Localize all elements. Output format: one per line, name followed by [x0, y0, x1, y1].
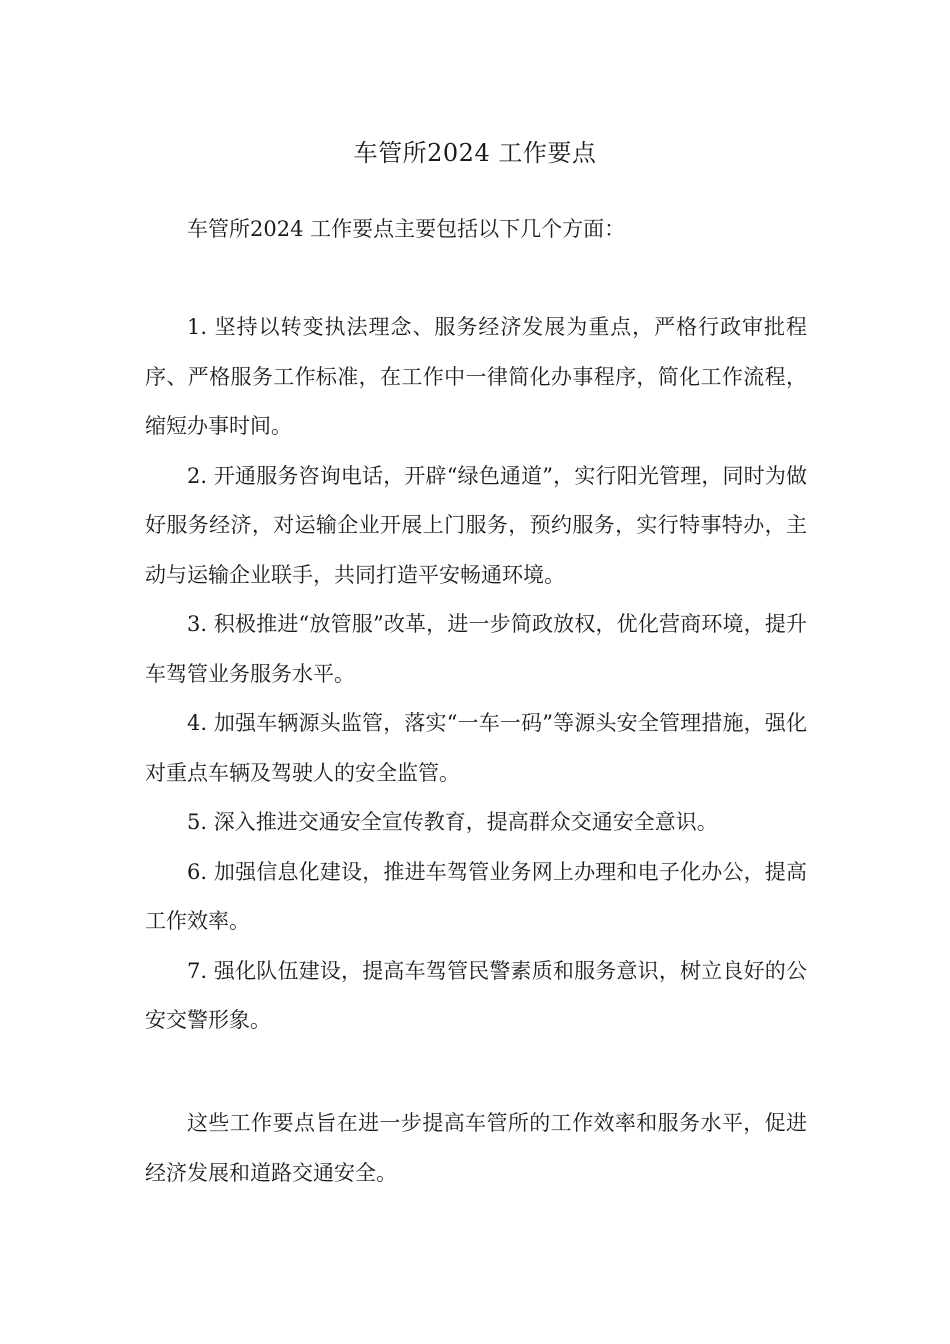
conclusion-paragraph: 这些工作要点旨在进一步提高车管所的工作效率和服务水平，促进经济发展和道路交通安全。	[145, 1111, 807, 1185]
intro-paragraph: 车管所2024 工作要点主要包括以下几个方面：	[187, 217, 626, 241]
list-item: 7. 强化队伍建设，提高车驾管民警素质和服务意识，树立良好的公安交警形象。	[145, 958, 807, 1032]
list-item: 1. 坚持以转变执法理念、服务经济发展为重点，严格行政审批程序、严格服务工作标准，在工作中一律简化办事程序，简化工作流程，缩短办事时间。	[145, 315, 807, 438]
work-points-list	[145, 303, 807, 1046]
list-item: 4. 加强车辆源头监管，落实“一车一码”等源头安全管理措施，强化对重点车辆及驾驶人的安全监管。	[145, 711, 807, 785]
document-title: 车管所2024 工作要点	[353, 139, 597, 167]
list-item: 5. 深入推进交通安全宣传教育，提高群众交通安全意识。	[187, 810, 718, 834]
list-item: 2. 开通服务咨询电话，开辟“绿色通道”，实行阳光管理，同时为做好服务经济，对运输企业开展上门服务，预约服务，实行特事特办，主动与运输企业联手，共同打造平安畅通环境。	[145, 463, 807, 587]
list-item: 3. 积极推进“放管服”改革，进一步简政放权，优化营商环境，提升车驾管业务服务水平。	[145, 612, 807, 686]
list-item: 6. 加强信息化建设，推进车驾管业务网上办理和电子化办公，提高工作效率。	[145, 859, 807, 933]
